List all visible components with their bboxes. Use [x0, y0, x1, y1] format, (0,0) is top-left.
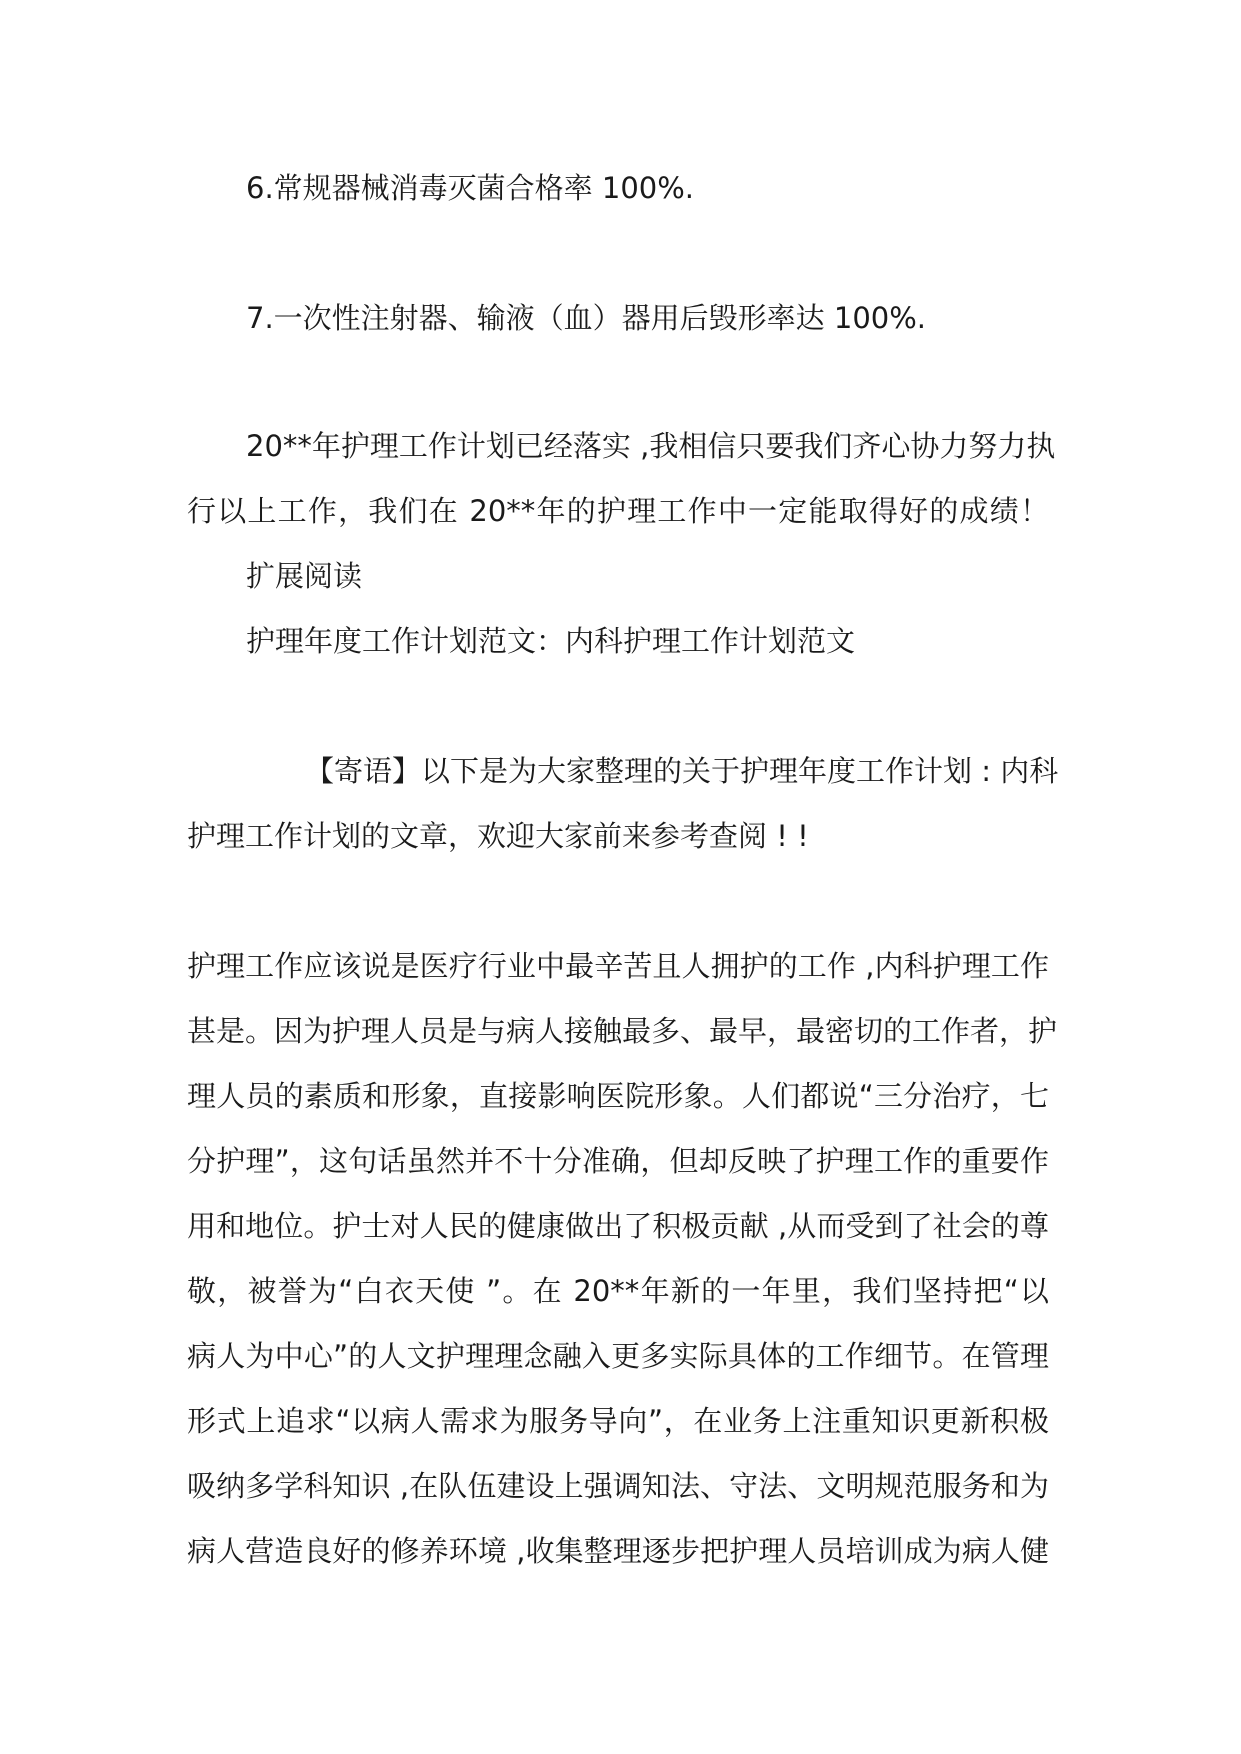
body-line: 病人为中心”的人文护理理念融入更多实际具体的工作细节。在管理: [187, 1339, 1049, 1373]
body-line: 病人营造良好的修养环境 ,收集整理逐步把护理人员培训成为病人健: [187, 1534, 1049, 1568]
foreword-line-1: 【寄语】以下是为大家整理的关于护理年度工作计划 : 内科: [305, 754, 1059, 788]
extended-reading-heading: 扩展阅读: [246, 559, 363, 593]
conclusion-line-2: 行以上工作，我们在 20**年的护理工作中一定能取得好的成绩！: [187, 494, 1049, 528]
body-line: 理人员的素质和形象，直接影响医院形象。人们都说“三分治疗，七: [187, 1079, 1049, 1113]
foreword-line-2: 护理工作计划的文章，欢迎大家前来参考查阅 ! !: [187, 819, 809, 853]
body-line: 形式上追求“以病人需求为服务导向”，在业务上注重知识更新积极: [187, 1404, 1049, 1438]
body-line: 甚是。因为护理人员是与病人接触最多、最早，最密切的工作者，护: [187, 1014, 1058, 1048]
body-line: 护理工作应该说是医疗行业中最辛苦且人拥护的工作 ,内科护理工作: [187, 949, 1049, 983]
list-item-6: 6.常规器械消毒灭菌合格率 100%.: [246, 171, 695, 205]
conclusion-line-1: 20**年护理工作计划已经落实 ,我相信只要我们齐心协力努力执: [246, 429, 1056, 463]
body-line: 吸纳多学科知识 ,在队伍建设上强调知法、守法、文明规范服务和为: [187, 1469, 1049, 1503]
body-line: 用和地位。护士对人民的健康做出了积极贡献 ,从而受到了社会的尊: [187, 1209, 1049, 1243]
body-line: 敬，被誉为“白衣天使 ”。在 20**年新的一年里，我们坚持把“以: [187, 1274, 1049, 1308]
list-item-7: 7.一次性注射器、输液（血）器用后毁形率达 100%.: [246, 301, 927, 335]
article-title: 护理年度工作计划范文：内科护理工作计划范文: [246, 624, 856, 658]
body-line: 分护理”，这句话虽然并不十分准确，但却反映了护理工作的重要作: [187, 1144, 1049, 1178]
